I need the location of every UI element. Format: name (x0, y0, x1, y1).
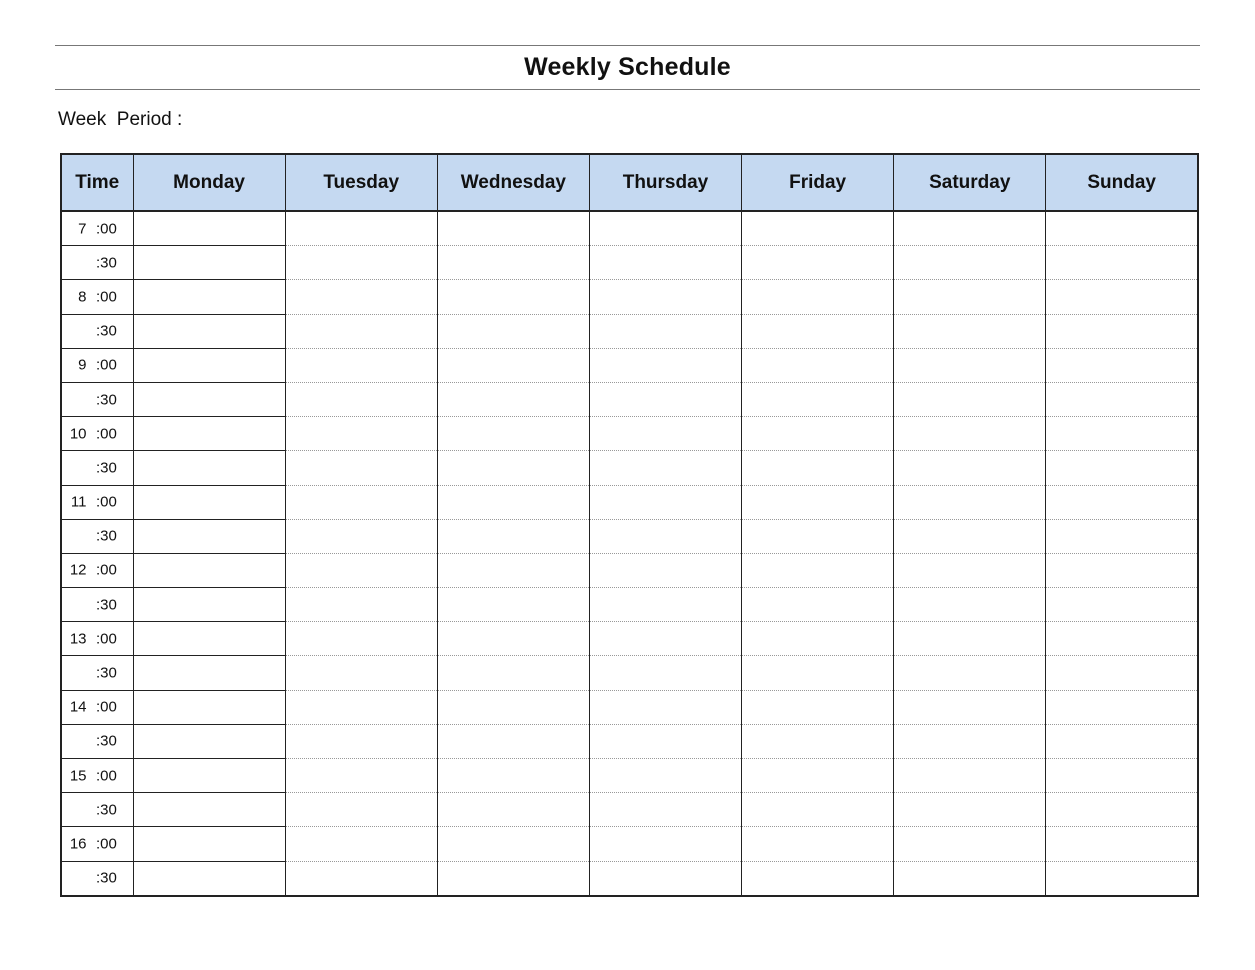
schedule-cell-saturday[interactable] (894, 622, 1046, 656)
header-row (61, 154, 1198, 211)
schedule-cell-monday[interactable] (133, 827, 285, 861)
schedule-cell-sunday[interactable] (1046, 246, 1198, 280)
schedule-table (60, 153, 1199, 897)
schedule-cell-saturday[interactable] (894, 827, 1046, 861)
schedule-cell-thursday[interactable] (589, 861, 741, 896)
schedule-cell-wednesday[interactable] (437, 588, 589, 622)
time-hour: 7 (78, 220, 87, 238)
time-minute: :00 (96, 288, 117, 306)
schedule-cell-wednesday[interactable] (437, 485, 589, 519)
table-row (61, 759, 1198, 793)
schedule-cell-saturday[interactable] (894, 519, 1046, 553)
table-row (61, 690, 1198, 724)
schedule-cell-saturday[interactable] (894, 417, 1046, 451)
schedule-cell-monday[interactable] (133, 280, 285, 314)
schedule-cell-tuesday[interactable] (285, 314, 437, 348)
schedule-cell-friday[interactable] (742, 211, 894, 246)
header-saturday: Saturday (894, 154, 1046, 211)
schedule-cell-sunday[interactable] (1046, 759, 1198, 793)
schedule-cell-wednesday[interactable] (437, 314, 589, 348)
schedule-cell-monday[interactable] (133, 417, 285, 451)
schedule-cell-friday[interactable] (742, 485, 894, 519)
table-row (61, 827, 1198, 861)
schedule-cell-friday[interactable] (742, 861, 894, 896)
schedule-cell-thursday[interactable] (589, 588, 741, 622)
schedule-cell-wednesday[interactable] (437, 690, 589, 724)
schedule-cell-thursday[interactable] (589, 211, 741, 246)
schedule-cell-tuesday[interactable] (285, 690, 437, 724)
schedule-cell-tuesday[interactable] (285, 246, 437, 280)
schedule-cell-thursday[interactable] (589, 724, 741, 758)
schedule-cell-monday[interactable] (133, 451, 285, 485)
time-cell (61, 553, 133, 587)
schedule-cell-sunday[interactable] (1046, 348, 1198, 382)
schedule-cell-saturday[interactable] (894, 656, 1046, 690)
schedule-cell-sunday[interactable] (1046, 827, 1198, 861)
time-hour: 11 (70, 493, 87, 511)
schedule-cell-sunday[interactable] (1046, 417, 1198, 451)
table-row (61, 211, 1198, 246)
schedule-cell-friday[interactable] (742, 690, 894, 724)
schedule-cell-thursday[interactable] (589, 417, 741, 451)
table-row (61, 724, 1198, 758)
time-minute: :30 (96, 527, 117, 545)
time-minute: :30 (96, 254, 117, 272)
schedule-cell-tuesday[interactable] (285, 451, 437, 485)
schedule-cell-sunday[interactable] (1046, 553, 1198, 587)
schedule-body (61, 211, 1198, 896)
time-cell (61, 417, 133, 451)
schedule-cell-wednesday[interactable] (437, 417, 589, 451)
table-row (61, 246, 1198, 280)
schedule-cell-saturday[interactable] (894, 690, 1046, 724)
time-cell (61, 485, 133, 519)
schedule-cell-saturday[interactable] (894, 314, 1046, 348)
schedule-cell-thursday[interactable] (589, 485, 741, 519)
schedule-cell-monday[interactable] (133, 348, 285, 382)
schedule-cell-saturday[interactable] (894, 348, 1046, 382)
schedule-cell-sunday[interactable] (1046, 793, 1198, 827)
time-minute: :30 (96, 869, 117, 887)
header-sunday: Sunday (1046, 154, 1198, 211)
schedule-cell-thursday[interactable] (589, 246, 741, 280)
schedule-cell-sunday[interactable] (1046, 861, 1198, 896)
time-minute: :30 (96, 664, 117, 682)
schedule-cell-wednesday[interactable] (437, 348, 589, 382)
time-minute: :30 (96, 596, 117, 614)
header-time: Time (61, 154, 133, 211)
schedule-cell-monday[interactable] (133, 759, 285, 793)
header-tuesday: Tuesday (285, 154, 437, 211)
schedule-cell-friday[interactable] (742, 656, 894, 690)
title-bottom-rule (55, 89, 1200, 90)
schedule-cell-tuesday[interactable] (285, 348, 437, 382)
schedule-cell-sunday[interactable] (1046, 519, 1198, 553)
schedule-cell-friday[interactable] (742, 622, 894, 656)
header-wednesday: Wednesday (437, 154, 589, 211)
schedule-cell-monday[interactable] (133, 246, 285, 280)
schedule-cell-wednesday[interactable] (437, 280, 589, 314)
time-minute: :30 (96, 459, 117, 477)
table-row (61, 553, 1198, 587)
schedule-cell-sunday[interactable] (1046, 451, 1198, 485)
schedule-cell-tuesday[interactable] (285, 827, 437, 861)
schedule-cell-friday[interactable] (742, 280, 894, 314)
schedule-cell-saturday[interactable] (894, 553, 1046, 587)
schedule-cell-tuesday[interactable] (285, 382, 437, 416)
schedule-cell-sunday[interactable] (1046, 656, 1198, 690)
schedule-cell-friday[interactable] (742, 827, 894, 861)
table-row (61, 451, 1198, 485)
schedule-cell-monday[interactable] (133, 656, 285, 690)
time-minute: :30 (96, 801, 117, 819)
time-cell (61, 588, 133, 622)
time-cell (61, 861, 133, 896)
schedule-cell-friday[interactable] (742, 451, 894, 485)
time-minute: :00 (96, 835, 117, 853)
time-cell (61, 519, 133, 553)
week-period-label: Week Period : (58, 109, 183, 130)
schedule-cell-monday[interactable] (133, 724, 285, 758)
schedule-cell-monday[interactable] (133, 553, 285, 587)
header-monday: Monday (133, 154, 285, 211)
schedule-cell-saturday[interactable] (894, 211, 1046, 246)
time-minute: :30 (96, 732, 117, 750)
schedule-cell-thursday[interactable] (589, 280, 741, 314)
schedule-cell-friday[interactable] (742, 553, 894, 587)
header-thursday: Thursday (589, 154, 741, 211)
time-hour: 13 (69, 630, 87, 648)
schedule-cell-friday[interactable] (742, 759, 894, 793)
schedule-cell-thursday[interactable] (589, 622, 741, 656)
schedule-cell-wednesday[interactable] (437, 553, 589, 587)
time-cell (61, 382, 133, 416)
time-cell (61, 211, 133, 246)
schedule-cell-sunday[interactable] (1046, 382, 1198, 416)
schedule-cell-tuesday[interactable] (285, 519, 437, 553)
time-hour: 16 (69, 835, 87, 853)
schedule-cell-saturday[interactable] (894, 451, 1046, 485)
schedule-cell-friday[interactable] (742, 382, 894, 416)
schedule-cell-monday[interactable] (133, 314, 285, 348)
time-hour: 15 (69, 767, 87, 785)
schedule-cell-friday[interactable] (742, 348, 894, 382)
schedule-cell-sunday[interactable] (1046, 485, 1198, 519)
table-row (61, 861, 1198, 896)
schedule-cell-friday[interactable] (742, 417, 894, 451)
schedule-cell-tuesday[interactable] (285, 656, 437, 690)
schedule-cell-friday[interactable] (742, 519, 894, 553)
schedule-cell-monday[interactable] (133, 588, 285, 622)
table-row (61, 622, 1198, 656)
schedule-cell-monday[interactable] (133, 622, 285, 656)
schedule-cell-sunday[interactable] (1046, 280, 1198, 314)
time-cell (61, 690, 133, 724)
schedule-cell-thursday[interactable] (589, 348, 741, 382)
schedule-cell-sunday[interactable] (1046, 211, 1198, 246)
schedule-cell-saturday[interactable] (894, 861, 1046, 896)
schedule-cell-thursday[interactable] (589, 519, 741, 553)
time-minute: :00 (96, 425, 117, 443)
time-cell (61, 246, 133, 280)
schedule-cell-wednesday[interactable] (437, 622, 589, 656)
time-hour: 9 (78, 356, 87, 374)
page-title: Weekly Schedule (524, 53, 731, 81)
table-row (61, 485, 1198, 519)
table-row (61, 280, 1198, 314)
schedule-cell-friday[interactable] (742, 793, 894, 827)
schedule-cell-saturday[interactable] (894, 588, 1046, 622)
schedule-cell-monday[interactable] (133, 382, 285, 416)
time-cell (61, 622, 133, 656)
time-hour: 8 (78, 288, 87, 306)
schedule-cell-wednesday[interactable] (437, 519, 589, 553)
schedule-cell-saturday[interactable] (894, 724, 1046, 758)
schedule-cell-tuesday[interactable] (285, 417, 437, 451)
schedule-cell-wednesday[interactable] (437, 211, 589, 246)
time-cell (61, 759, 133, 793)
time-minute: :00 (96, 630, 117, 648)
time-hour: 12 (69, 561, 87, 579)
schedule-cell-wednesday[interactable] (437, 246, 589, 280)
schedule-cell-wednesday[interactable] (437, 827, 589, 861)
table-row (61, 588, 1198, 622)
schedule-cell-saturday[interactable] (894, 280, 1046, 314)
header-friday: Friday (742, 154, 894, 211)
time-cell (61, 348, 133, 382)
schedule-cell-friday[interactable] (742, 314, 894, 348)
time-cell (61, 724, 133, 758)
schedule-cell-thursday[interactable] (589, 690, 741, 724)
schedule-cell-tuesday[interactable] (285, 553, 437, 587)
schedule-cell-tuesday[interactable] (285, 280, 437, 314)
schedule-cell-wednesday[interactable] (437, 861, 589, 896)
schedule-cell-tuesday[interactable] (285, 759, 437, 793)
schedule-cell-tuesday[interactable] (285, 588, 437, 622)
schedule-cell-friday[interactable] (742, 724, 894, 758)
time-minute: :00 (96, 493, 117, 511)
schedule-cell-wednesday[interactable] (437, 656, 589, 690)
time-minute: :00 (96, 220, 117, 238)
schedule-cell-saturday[interactable] (894, 382, 1046, 416)
schedule-cell-tuesday[interactable] (285, 861, 437, 896)
schedule-cell-saturday[interactable] (894, 759, 1046, 793)
schedule-cell-tuesday[interactable] (285, 211, 437, 246)
schedule-cell-friday[interactable] (742, 588, 894, 622)
schedule-cell-wednesday[interactable] (437, 724, 589, 758)
schedule-cell-wednesday[interactable] (437, 759, 589, 793)
table-row (61, 793, 1198, 827)
schedule-cell-wednesday[interactable] (437, 382, 589, 416)
schedule-cell-thursday[interactable] (589, 451, 741, 485)
schedule-cell-thursday[interactable] (589, 314, 741, 348)
schedule-cell-thursday[interactable] (589, 553, 741, 587)
table-row (61, 382, 1198, 416)
time-hour: 10 (69, 425, 87, 443)
time-minute: :00 (96, 356, 117, 374)
schedule-cell-saturday[interactable] (894, 246, 1046, 280)
time-cell (61, 280, 133, 314)
schedule-cell-wednesday[interactable] (437, 451, 589, 485)
schedule-cell-thursday[interactable] (589, 759, 741, 793)
schedule-cell-tuesday[interactable] (285, 724, 437, 758)
schedule-cell-sunday[interactable] (1046, 690, 1198, 724)
schedule-cell-sunday[interactable] (1046, 724, 1198, 758)
schedule-cell-thursday[interactable] (589, 656, 741, 690)
time-minute: :00 (96, 698, 117, 716)
schedule-cell-wednesday[interactable] (437, 793, 589, 827)
table-row (61, 348, 1198, 382)
time-cell (61, 793, 133, 827)
time-hour: 14 (69, 698, 87, 716)
schedule-cell-monday[interactable] (133, 793, 285, 827)
table-row (61, 314, 1198, 348)
table-row (61, 519, 1198, 553)
time-minute: :30 (96, 322, 117, 340)
schedule-cell-monday[interactable] (133, 485, 285, 519)
top-rule (55, 45, 1200, 46)
schedule-cell-sunday[interactable] (1046, 588, 1198, 622)
schedule-cell-saturday[interactable] (894, 793, 1046, 827)
schedule-cell-thursday[interactable] (589, 793, 741, 827)
schedule-cell-tuesday[interactable] (285, 485, 437, 519)
time-minute: :00 (96, 561, 117, 579)
schedule-cell-monday[interactable] (133, 690, 285, 724)
schedule-cell-monday[interactable] (133, 211, 285, 246)
time-cell (61, 656, 133, 690)
schedule-cell-monday[interactable] (133, 861, 285, 896)
table-row (61, 417, 1198, 451)
schedule-cell-sunday[interactable] (1046, 314, 1198, 348)
schedule-cell-thursday[interactable] (589, 382, 741, 416)
time-cell (61, 314, 133, 348)
time-minute: :00 (96, 767, 117, 785)
time-minute: :30 (96, 391, 117, 409)
schedule-cell-thursday[interactable] (589, 827, 741, 861)
schedule-cell-monday[interactable] (133, 519, 285, 553)
schedule-cell-sunday[interactable] (1046, 622, 1198, 656)
time-cell (61, 451, 133, 485)
time-cell (61, 827, 133, 861)
schedule-cell-friday[interactable] (742, 246, 894, 280)
schedule-cell-saturday[interactable] (894, 485, 1046, 519)
schedule-cell-tuesday[interactable] (285, 622, 437, 656)
table-row (61, 656, 1198, 690)
schedule-cell-tuesday[interactable] (285, 793, 437, 827)
